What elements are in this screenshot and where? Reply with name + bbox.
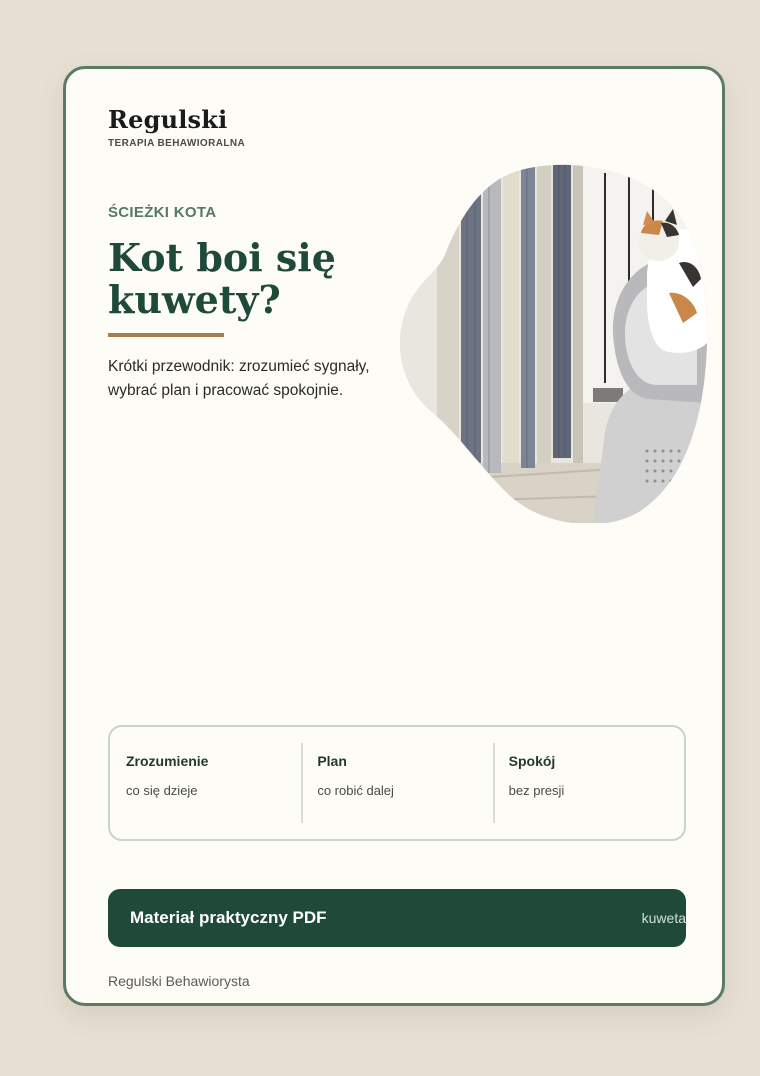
section-eyebrow: ŚCIEŻKI KOTA xyxy=(108,204,217,221)
pillar-subtitle: co robić dalej xyxy=(317,783,394,798)
brand-subtitle: TERAPIA BEHAWIORALNA xyxy=(108,138,246,149)
pillar-calm xyxy=(493,727,684,839)
cat-litter-box-photo xyxy=(397,163,707,523)
cta-tag: kuweta xyxy=(641,910,686,926)
title-underline xyxy=(108,333,224,337)
lead-text: Krótki przewodnik: zrozumieć sygnały, wybrać plan i pracować spokojnie. xyxy=(108,358,370,399)
pillars-box xyxy=(108,725,686,841)
page-title: Kot boi się kuwety? xyxy=(108,235,336,322)
pillar-subtitle: co się dzieje xyxy=(126,783,198,798)
pillar-title: Plan xyxy=(317,753,347,769)
pillar-understanding xyxy=(110,727,301,839)
pillar-plan xyxy=(301,727,492,839)
footer-text: Regulski Behawiorysta xyxy=(108,973,250,989)
pillar-subtitle: bez presji xyxy=(508,783,565,798)
pdf-material-button[interactable] xyxy=(108,889,686,947)
guide-card xyxy=(63,66,725,1006)
cta-label: Materiał praktyczny PDF xyxy=(130,908,327,927)
brand-name: Regulski xyxy=(108,105,228,134)
pillar-title: Spokój xyxy=(508,753,556,769)
pillar-title: Zrozumienie xyxy=(126,753,209,769)
